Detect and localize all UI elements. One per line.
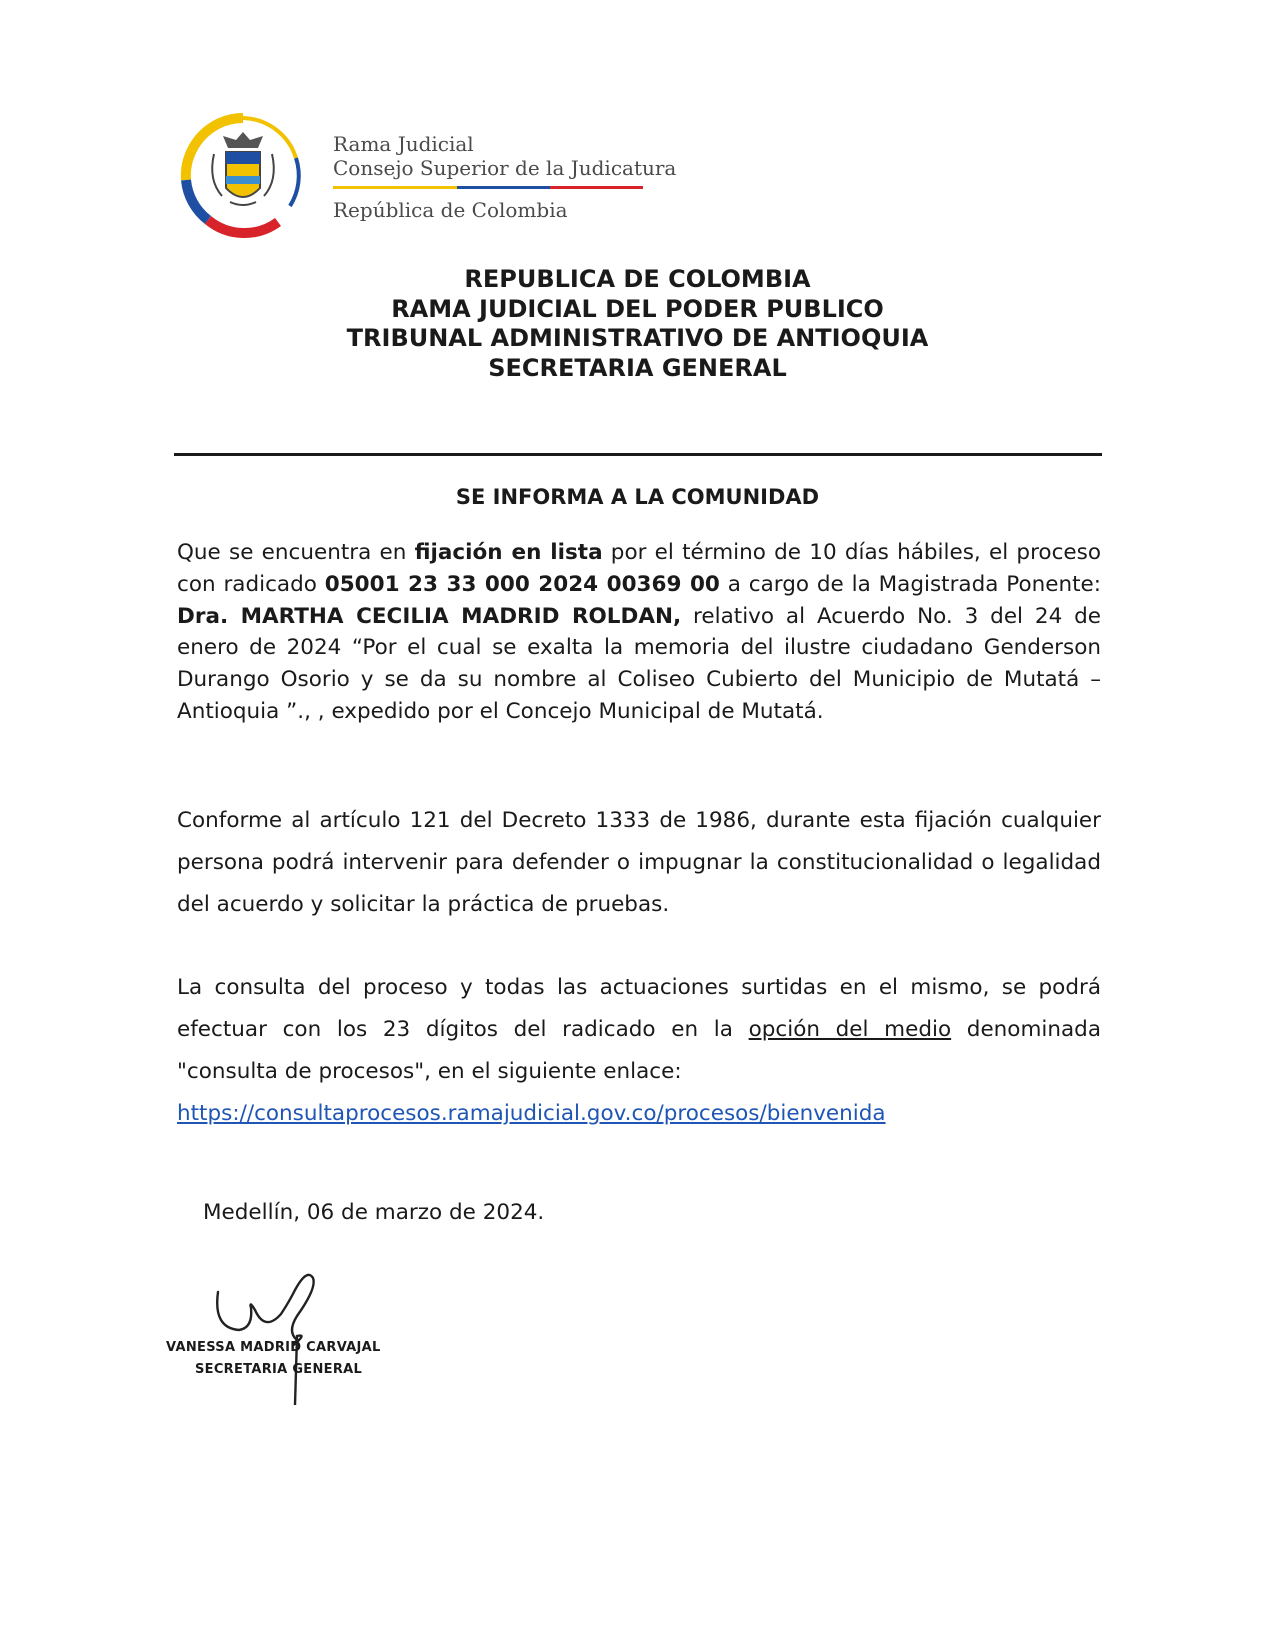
signatory-title: SECRETARIA GENERAL [195,1362,363,1377]
notice-paragraph-consulta [177,967,1101,1135]
document-date: Medellín, 06 de marzo de 2024. [203,1200,545,1225]
logo-line-rama-judicial: Rama Judicial [333,132,474,156]
header-divider [174,453,1102,456]
notice-paragraph-decreto: Conforme al artículo 121 del Decreto 1333 de 1986, durante esta fijación cualquier persona podrá intervenir para defender o impugnar la constitucionalidad o legalidad del acuerdo y solicitar la práctica de pruebas. [177,808,1101,917]
p1-text-1: Que se encuentra en [177,540,415,565]
p1-text-3: a cargo de la Magistrada Ponente: [719,571,1102,597]
p3-text-2: denominada "consulta de procesos", en el siguiente enlace: [177,1017,1101,1084]
p1-bold-magistrada: Dra. MARTHA CECILIA MADRID ROLDAN, [177,603,682,629]
p3-underline-opcion: opción del medio [748,1017,952,1042]
notice-title: SE INFORMA A LA COMUNIDAD [455,485,820,509]
consulta-procesos-link[interactable]: https://consultaprocesos.ramajudicial.gov.co/procesos/bienvenida [177,1101,886,1126]
p1-text-4: relativo al Acuerdo No. 3 del 24 de enero de 2024 “Por el cual se exalta la memoria del ilustre ciudadano Genderson Durango Osorio y se da su nombre al Coliseo Cubierto del Municipio de Mutatá – Antioquia ”., , expedido por el Concejo Municipal de Mutatá. [177,603,1101,724]
document-header [0,265,1275,383]
rama-judicial-logo [178,110,698,240]
p1-bold-fijacion: fijación en lista [414,540,603,565]
logo-line-consejo: Consejo Superior de la Judicatura [333,156,677,180]
signatory-name: VANESSA MADRID CARVAJAL [166,1340,381,1355]
header-line-republica: REPUBLICA DE COLOMBIA [464,265,811,293]
coat-of-arms-seal-icon [178,110,308,240]
header-line-secretaria: SECRETARIA GENERAL [488,353,787,382]
logo-line-republica: República de Colombia [333,198,568,222]
handwritten-signature-icon [215,1270,345,1405]
p1-bold-radicado: 05001 23 33 000 2024 00369 00 [324,571,720,597]
p3-text-1: La consulta del proceso y todas las actuaciones surtidas en el mismo, se podrá efectuar con los 23 dígitos del radicado en la [177,975,1101,1042]
header-line-tribunal: TRIBUNAL ADMINISTRATIVO DE ANTIOQUIA [346,324,929,352]
header-line-rama: RAMA JUDICIAL DEL PODER PUBLICO [391,294,884,323]
logo-tricolor-rule [333,186,643,189]
logo-wordmark [333,132,676,180]
p1-text-2: por el término de 10 días hábiles, el proceso con radicado [177,540,1101,597]
notice-paragraph-fijacion [177,537,1101,728]
